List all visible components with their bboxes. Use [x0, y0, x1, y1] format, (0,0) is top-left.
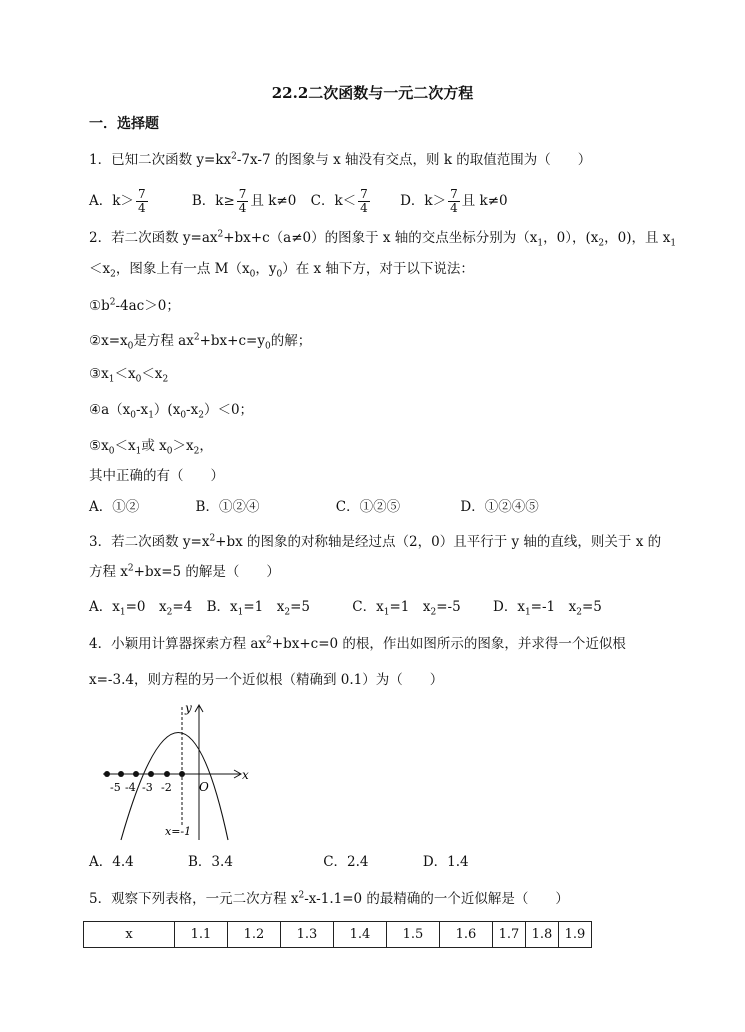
q3-option-b[interactable]: B．$x_1=1$ $x_2=5$ [206, 599, 310, 618]
tick-label: -4 [125, 781, 136, 794]
axis-dot [104, 771, 110, 777]
q1-option-c[interactable]: C．k＜ $\frac{7}{4}$ [310, 187, 368, 215]
axis-dot [164, 771, 170, 777]
symmetry-axis-label: x=-1 [165, 825, 192, 838]
fraction: $\frac{7}{4}$ [137, 187, 146, 215]
axis-dot [179, 771, 185, 777]
q2-option-c[interactable]: C．①②⑤ [335, 499, 401, 515]
q2-stem-line2: $<x_2$，图象上有一点 $M(x_0$，$y_0$）在 x 轴下方，对于以下说法： [89, 261, 474, 280]
q3-stem-line2: 方程 $x^2+bx=5$ 的解是（ ） [89, 563, 280, 580]
fraction: $\frac{7}{4}$ [238, 187, 247, 215]
q1-option-a[interactable]: A．k＞ $\frac{7}{4}$ [89, 187, 146, 215]
q2-statement-5: $⑤x_0<x_1$或 $x_0>x_2$， [89, 438, 213, 457]
q4-option-a[interactable]: A．4.4 [89, 854, 134, 870]
q3-option-c[interactable]: C．$x_1=1$ $x_2=-5$ [352, 599, 461, 618]
q4-options [89, 853, 469, 871]
tick-label: -5 [110, 781, 121, 794]
table-cell: 1.3 [281, 922, 334, 948]
tick-label: -3 [142, 781, 153, 794]
table-cell: 1.7 [493, 922, 526, 948]
q4-stem-line2: x=-3.4，则方程的另一个近似根（精确到 0.1）为（ ） [89, 672, 444, 688]
q4-option-d[interactable]: D．1.4 [422, 854, 469, 870]
q2-option-a[interactable]: A．①② [89, 499, 140, 515]
section-heading: 一．选择题 [89, 116, 159, 132]
q3-option-a[interactable]: A．$x_1=0$ $x_2=4$ [89, 599, 193, 618]
table-row [84, 922, 592, 948]
q3-stem-line1: 3．若二次函数 $y=x^2+bx$ 的图象的对称轴是经过点（2，0）且平行于 y 轴的直线，则关于 x 的 [89, 533, 662, 550]
q1-option-b[interactable]: B．k≥ $\frac{7}{4}$ 且 k≠0 [191, 187, 297, 215]
q5-value-table [83, 921, 592, 948]
q2-statement-3: $③x_1<x_0<x_2$ [89, 366, 169, 385]
tick-label: -2 [161, 781, 172, 794]
axis-dot [133, 771, 139, 777]
q1-stem: 1．已知二次函数 $y=kx^2-7x-7$ 的图象与 x 轴没有交点，则 k 的取值范围为（ ） [89, 151, 592, 168]
y-axis-label: y [185, 701, 192, 715]
q1-options [89, 183, 508, 219]
table-cell: 1.1 [175, 922, 228, 948]
parabola-curve [121, 733, 228, 841]
q2-statement-2: $②x=x_0$是方程 $ax^2+bx+c=y_0$的解； [89, 332, 312, 352]
origin-label: O [199, 780, 209, 794]
q4-option-c[interactable]: C．2.4 [323, 854, 369, 870]
table-cell: 1.2 [228, 922, 281, 948]
fraction: $\frac{7}{4}$ [360, 187, 368, 215]
table-cell: 1.6 [440, 922, 493, 948]
q2-statement-4: $④a(x_0-x_1)(x_0-x_2)<0$； [89, 402, 254, 421]
table-cell: 1.5 [387, 922, 440, 948]
q5-stem: 5．观察下列表格，一元二次方程 $x^2-x-1.1=0$ 的最精确的一个近似解是（ ） [89, 890, 569, 907]
q4-stem-line1: 4．小颖用计算器探索方程 $ax^2+bx+c=0$ 的根，作出如图所示的图象，并求得一个近似根 [89, 635, 626, 652]
q3-options [89, 598, 602, 616]
q2-question: 其中正确的有（ ） [89, 468, 224, 484]
q4-parabola-graph [95, 695, 255, 845]
q2-stem-line1: 2．若二次函数 $y=ax^2+bx+c(a\ne 0)$的图象于 x 轴的交点坐标分别为（$x_1$，0），($x_2$，0)，且 $x_1$ [89, 229, 677, 249]
q2-statement-1: $①b^2-4ac>0$； [89, 297, 180, 314]
table-cell: 1.8 [526, 922, 559, 948]
q4-option-b[interactable]: B．3.4 [188, 854, 233, 870]
page-title: 22.2二次函数与一元二次方程 [271, 84, 474, 102]
q2-option-d[interactable]: D．①②④⑤ [460, 499, 539, 515]
q1-option-d[interactable]: D．k＞ $\frac{7}{4}$ 且 k≠0 [400, 187, 508, 215]
axis-dot [118, 771, 124, 777]
axis-dot [148, 771, 154, 777]
table-cell: 1.9 [559, 922, 592, 948]
q3-option-d[interactable]: D．$x_1=-1$ $x_2=5$ [493, 599, 602, 618]
q2-option-b[interactable]: B．①②④ [195, 499, 260, 515]
fraction: $\frac{7}{4}$ [450, 187, 458, 215]
x-axis-label: x [242, 768, 249, 782]
table-cell: 1.4 [334, 922, 387, 948]
q2-options [89, 498, 539, 516]
table-header-cell: x [84, 922, 175, 948]
